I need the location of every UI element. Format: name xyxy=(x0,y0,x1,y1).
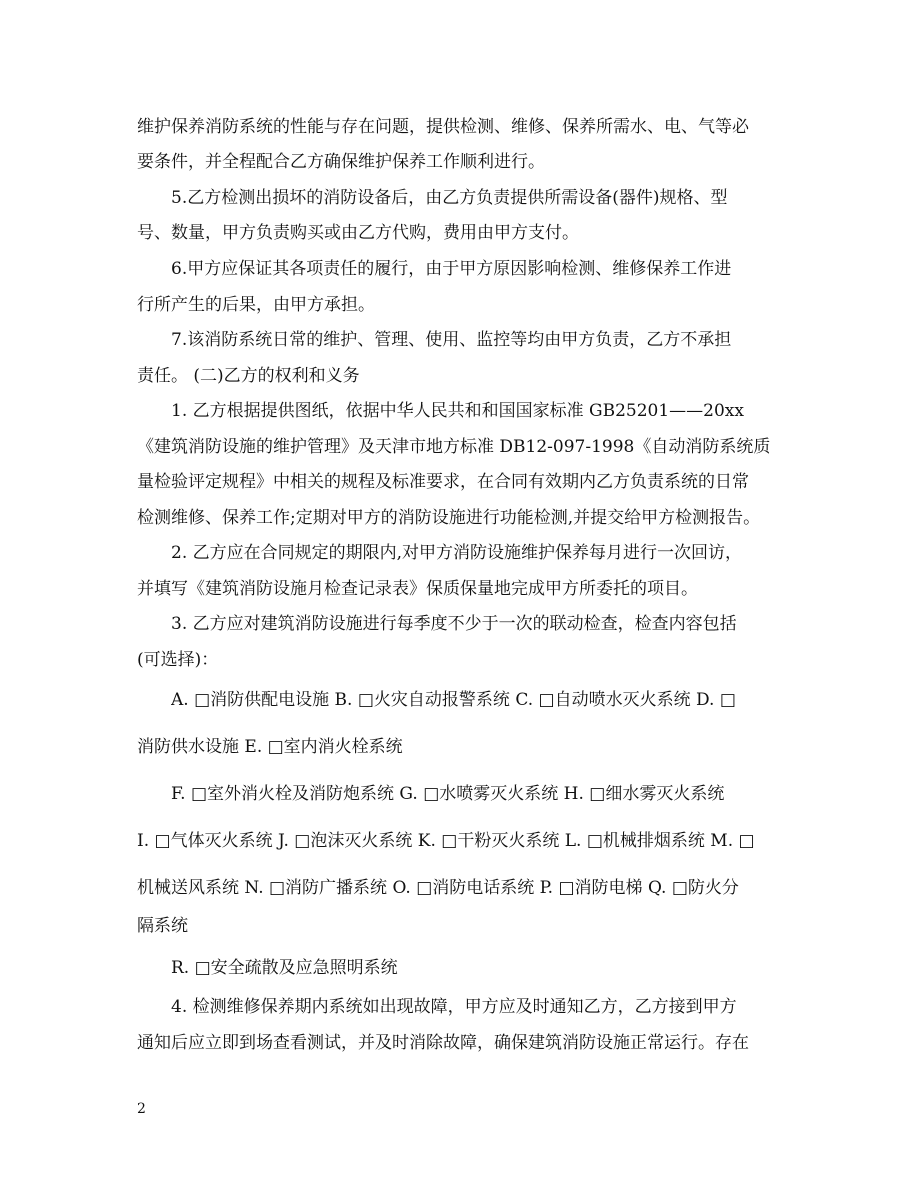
text-line: 1. 乙方根据提供图纸，依据中华人民共和和国国家标准 GB25201——20xx xyxy=(171,401,744,421)
text-line: F. □室外消火栓及消防炮系统 G. □水喷雾灭火系统 H. □细水雾灭火系统 xyxy=(171,784,725,804)
text-line: 4. 检测维修保养期内系统如出现故障，甲方应及时通知乙方，乙方接到甲方 xyxy=(171,997,737,1017)
text-line: 《建筑消防设施的维护管理》及天津市地方标准 DB12-097-1998《自动消防系统质 xyxy=(137,437,771,457)
text-line: 量检验评定规程》中相关的规程及标准要求，在合同有效期内乙方负责系统的日常 xyxy=(137,472,749,492)
text-line: 7.该消防系统日常的维护、管理、使用、监控等均由甲方负责，乙方不承担 xyxy=(171,330,732,350)
text-line: 维护保养消防系统的性能与存在问题，提供检测、维修、保养所需水、电、气等必 xyxy=(137,117,749,137)
text-line: 2. 乙方应在合同规定的期限内,对甲方消防设施维护保养每月进行一次回访， xyxy=(171,543,743,563)
text-line: 隔系统 xyxy=(137,916,188,936)
text-line: 要条件，并全程配合乙方确保维护保养工作顺利进行。 xyxy=(137,152,545,172)
text-line: 并填写《建筑消防设施月检查记录表》保质保量地完成甲方所委托的项目。 xyxy=(137,579,698,599)
text-line: (可选择)： xyxy=(137,650,219,670)
text-line: 行所产生的后果，由甲方承担。 xyxy=(137,295,375,315)
text-line: 消防供水设施 E. □室内消火栓系统 xyxy=(137,737,403,757)
text-line: 通知后应立即到场查看测试，并及时消除故障，确保建筑消防设施正常运行。存在 xyxy=(137,1033,749,1053)
text-line: 5.乙方检测出损坏的消防设备后，由乙方负责提供所需设备(器件)规格、型 xyxy=(171,188,728,208)
page-number: 2 xyxy=(137,1101,146,1117)
text-line: 6.甲方应保证其各项责任的履行，由于甲方原因影响检测、维修保养工作进 xyxy=(171,259,732,279)
text-line: A. □消防供配电设施 B. □火灾自动报警系统 C. □自动喷水灭火系统 D. □ xyxy=(171,690,736,710)
text-line: 责任。 (二)乙方的权利和义务 xyxy=(137,366,360,386)
text-line: 检测维修、保养工作;定期对甲方的消防设施进行功能检测,并提交给甲方检测报告。 xyxy=(137,508,761,528)
text-line: 3. 乙方应对建筑消防设施进行每季度不少于一次的联动检查，检查内容包括 xyxy=(171,614,737,634)
text-line: R. □安全疏散及应急照明系统 xyxy=(171,958,398,978)
text-line: I. □气体灭火系统 J. □泡沫灭火系统 K. □干粉灭火系统 L. □机械排烟系统 M. □ xyxy=(137,831,755,851)
text-line: 机械送风系统 N. □消防广播系统 O. □消防电话系统 P. □消防电梯 Q. □防火分 xyxy=(137,878,739,898)
text-line: 号、数量，甲方负责购买或由乙方代购，费用由甲方支付。 xyxy=(137,223,579,243)
